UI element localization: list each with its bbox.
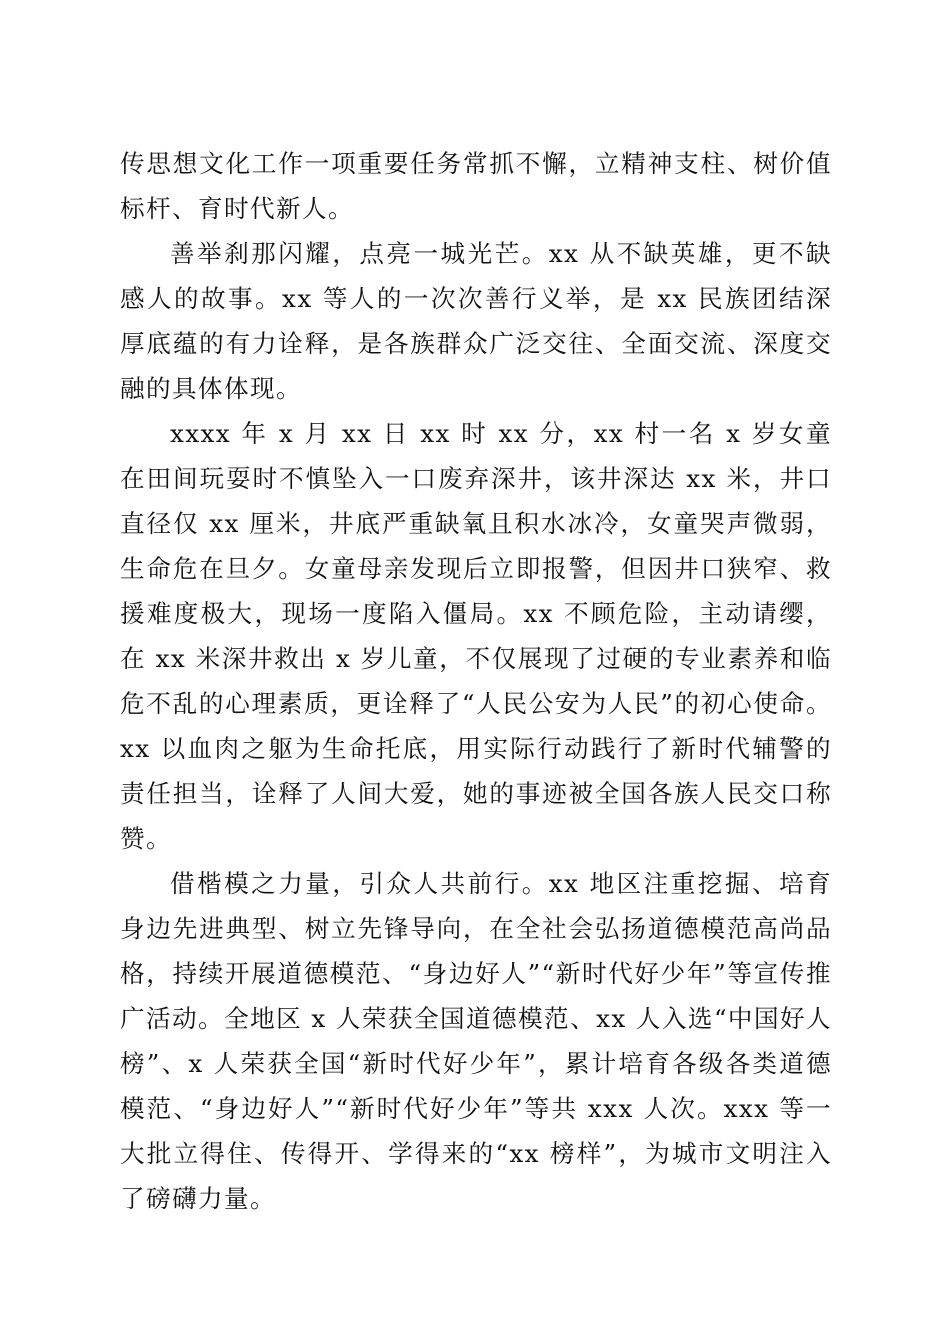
paragraph-rescue-story: xxxx 年 x 月 xx 日 xx 时 xx 分，xx 村一名 x 岁女童在田间玩耍时不慎坠入一口废弃深井，该井深达 xx 米，井口直径仅 xx 厘米，井底严重缺氧且积水冰冷，女童哭声微弱，生命危在旦夕。女童母亲发现后立即报警，但因井口狭窄、救援难度极大，现场一度陷入僵局。xx 不顾危险，主动请缨，在 xx 米深井救出 x 岁儿童，不仅展现了过硬的专业素养和临危不乱的心理素质，更诠释了“人民公安为人民”的初心使命。xx 以血肉之躯为生命托底，用实际行动践行了新时代辅警的责任担当，诠释了人间大爱，她的事迹被全国各族人民交口称赞。 — [120, 419, 832, 853]
paragraph-continuation: 传思想文化工作一项重要任务常抓不懈，立精神支柱、树价值标杆、育时代新人。 — [120, 149, 832, 223]
document-page — [120, 141, 832, 1221]
paragraph-role-models: 借楷模之力量，引众人共前行。xx 地区注重挖掘、培育身边先进典型、树立先锋导向，在全社会弘扬道德模范高尚品格，持续开展道德模范、“身边好人”“新时代好少年”等宣传推广活动。全地区 x 人荣获全国道德模范、xx 人入选“中国好人榜”、x 人荣获全国“新时代好少年”，累计培育各级各类道德模范、“身边好人”“新时代好少年”等共 xxx 人次。xxx 等一大批立得住、传得开、学得来的“xx 榜样”，为城市文明注入了磅礴力量。 — [120, 869, 832, 1213]
paragraph-good-deeds: 善举刹那闪耀，点亮一城光芒。xx 从不缺英雄，更不缺感人的故事。xx 等人的一次次善行义举，是 xx 民族团结深厚底蕴的有力诠释，是各族群众广泛交往、全面交流、深度交融的具体体现。 — [120, 239, 832, 403]
